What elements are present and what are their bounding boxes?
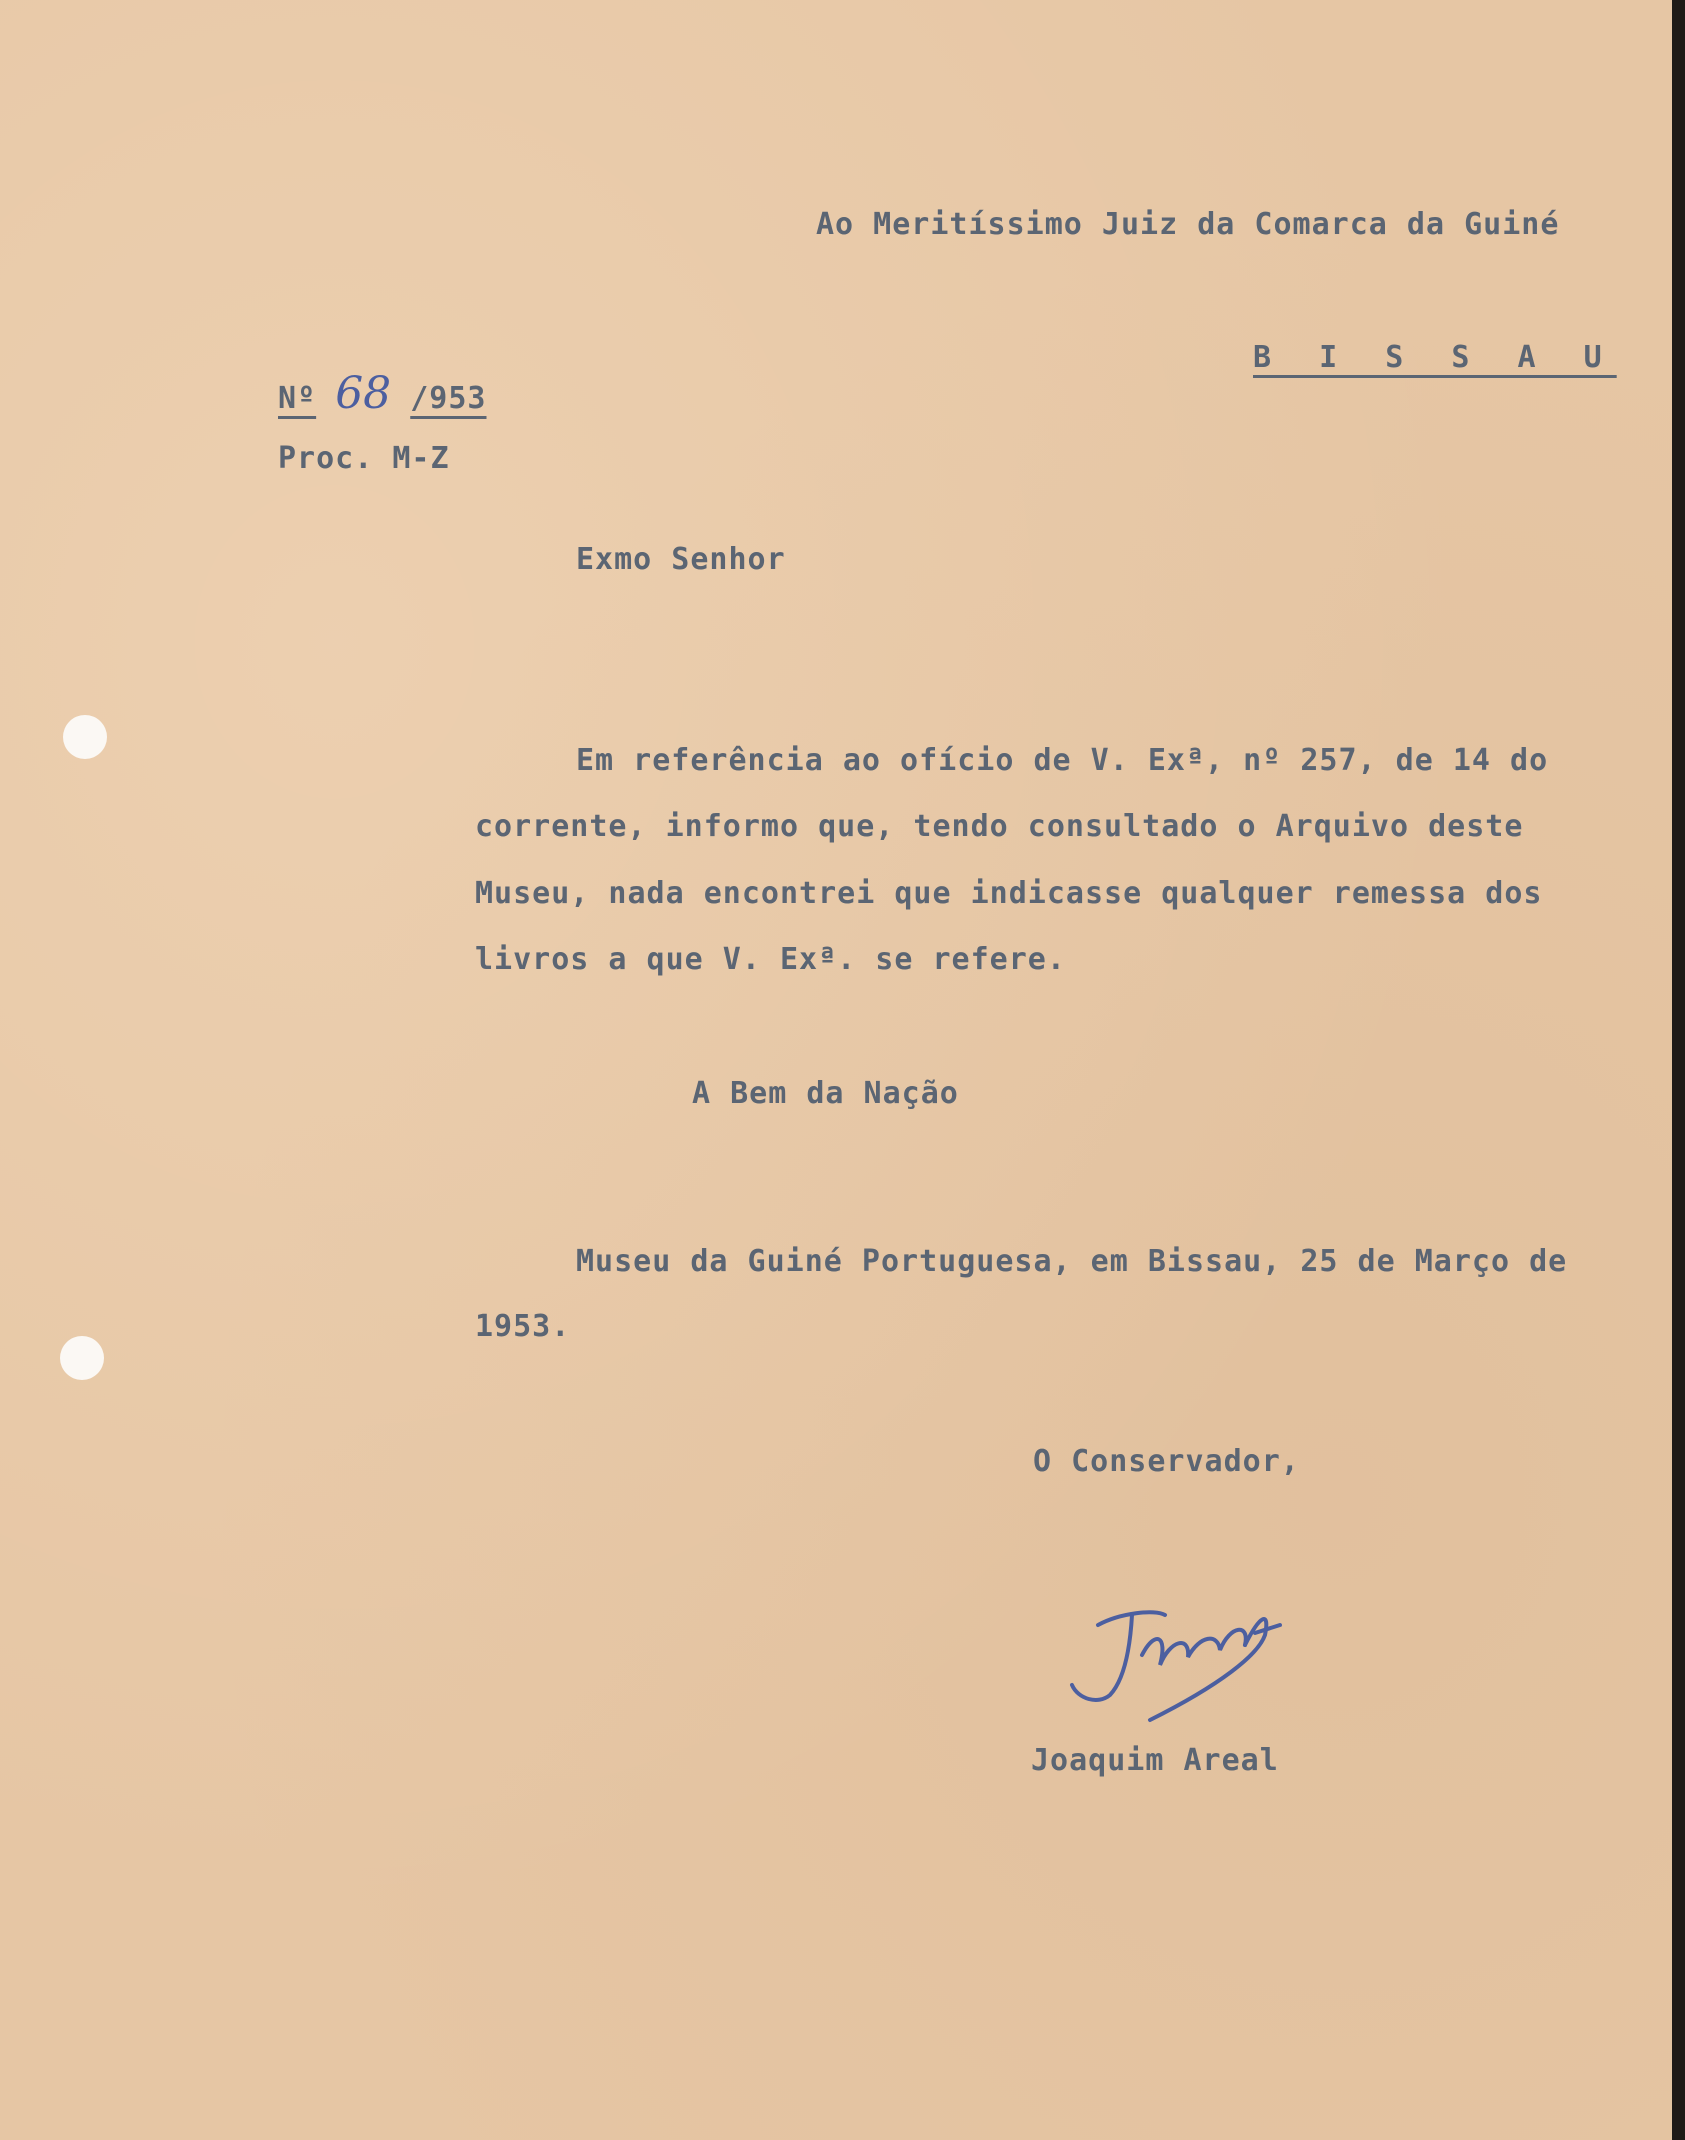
addressee-line: Ao Meritíssimo Juiz da Comarca da Guiné xyxy=(816,207,1560,242)
place-date-line: 1953. xyxy=(475,1309,571,1344)
punch-hole-bottom xyxy=(60,1336,104,1380)
closing-formula: A Bem da Nação xyxy=(692,1076,959,1111)
salutation: Exmo Senhor xyxy=(576,542,786,577)
punch-hole-top xyxy=(63,715,107,759)
body-line: Em referência ao ofício de V. Exª, nº 257, de 14 do xyxy=(576,743,1549,778)
reference-number xyxy=(278,368,487,419)
addressee-city: B I S S A U xyxy=(1253,340,1617,375)
body-line: corrente, informo que, tendo consultado o Arquivo deste xyxy=(475,809,1524,844)
process-code: Proc. M-Z xyxy=(278,441,450,476)
handwritten-signature xyxy=(1060,1595,1300,1740)
body-line: Museu, nada encontrei que indicasse qualquer remessa dos xyxy=(475,876,1543,911)
reference-number-prefix: Nº xyxy=(278,381,317,416)
signatory-name: Joaquim Areal xyxy=(1031,1743,1279,1778)
reference-number-handwritten: 68 xyxy=(335,368,392,419)
place-date-line: Museu da Guiné Portuguesa, em Bissau, 25 de Março de xyxy=(576,1244,1568,1279)
reference-number-suffix: /953 xyxy=(410,381,487,416)
body-line: livros a que V. Exª. se refere. xyxy=(475,942,1066,977)
scan-edge xyxy=(1672,0,1685,2140)
signoff-title: O Conservador, xyxy=(1033,1444,1300,1479)
